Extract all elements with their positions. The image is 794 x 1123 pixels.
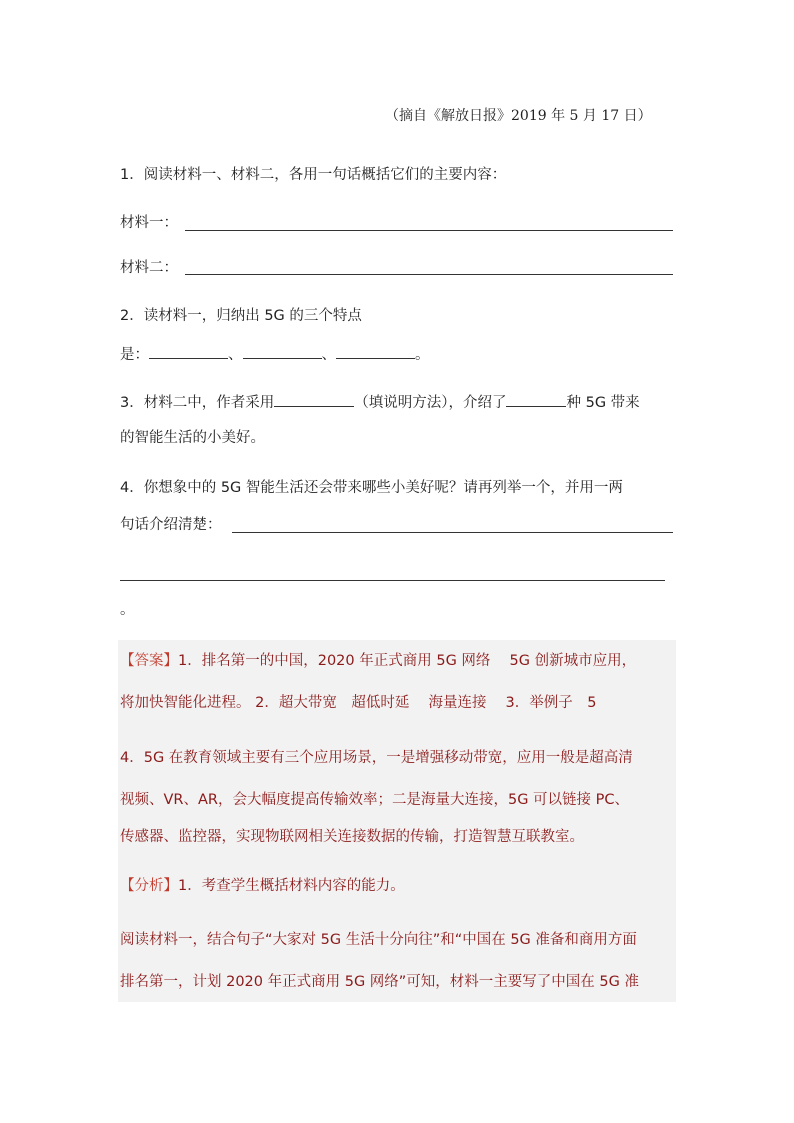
q2-end: 。 (415, 347, 430, 363)
q3-text-3: 种 5G 带来 (566, 395, 640, 411)
q4-prefix: 句话介绍清楚： (120, 517, 222, 533)
q1-label-material-2: 材料二： (120, 260, 178, 276)
question-4-line-1: 4．你想象中的 5G 智能生活还会带来哪些小美好呢？请再列举一个，并用一两 (120, 480, 623, 496)
q2-separator-2: 、 (321, 347, 336, 363)
q2-blank-1[interactable] (149, 344, 228, 359)
answer-line-1 (120, 651, 636, 671)
source-note: （摘自《解放日报》2019 年 5 月 17 日） (385, 108, 652, 124)
analysis-line-1 (120, 876, 405, 896)
question-2-blanks-row (120, 344, 430, 365)
q2-blank-2[interactable] (243, 344, 322, 359)
question-3-line-2: 的智能生活的小美好。 (120, 430, 265, 446)
q3-blank-method[interactable] (274, 392, 354, 407)
answer-text-1: 1．排名第一的中国，2020 年正式商用 5G 网络 5G 创新城市应用， (178, 653, 637, 669)
analysis-line-3: 排名第一，计划 2020 年正式商用 5G 网络”可知，材料一主要写了中国在 5G 准 (120, 974, 639, 990)
q4-end: 。 (120, 602, 135, 618)
q3-blank-count[interactable] (506, 392, 566, 407)
analysis-line-2: 阅读材料一，结合句子“大家对 5G 生活十分向往”和“中国在 5G 准备和商用方面 (120, 932, 637, 948)
analysis-text-1: 1．考查学生概括材料内容的能力。 (178, 878, 405, 894)
question-3-line-1 (120, 392, 640, 413)
q4-answer-blank-1[interactable] (232, 532, 673, 533)
q3-text-1: 3．材料二中，作者采用 (120, 395, 275, 411)
question-1-prompt: 1．阅读材料一、材料二，各用一句话概括它们的主要内容： (120, 167, 507, 183)
q1-answer-blank-1[interactable] (185, 230, 673, 231)
q1-label-material-1: 材料一： (120, 215, 178, 231)
q4-answer-blank-2[interactable] (120, 580, 665, 581)
answer-line-2: 将加快智能化进程。 2．超大带宽 超低时延 海量连接 3．举例子 5 (120, 695, 597, 711)
answer-line-3: 4．5G 在教育领域主要有三个应用场景，一是增强移动带宽，应用一般是超高清 (120, 750, 633, 766)
analysis-tag: 【分析】 (120, 878, 178, 894)
q2-separator-1: 、 (228, 347, 243, 363)
answer-tag: 【答案】 (120, 653, 178, 669)
q2-prefix: 是： (120, 347, 149, 363)
q2-blank-3[interactable] (336, 344, 415, 359)
answer-line-4: 视频、VR、AR，会大幅度提高传输效率；二是海量大连接，5G 可以链接 PC、 (120, 792, 630, 808)
answer-line-5: 传感器、监控器，实现物联网相关连接数据的传输，打造智慧互联教室。 (120, 829, 584, 845)
question-2-prompt: 2．读材料一，归纳出 5G 的三个特点 (120, 308, 362, 324)
q3-text-2: （填说明方法），介绍了 (354, 395, 507, 411)
q1-answer-blank-2[interactable] (185, 274, 673, 275)
